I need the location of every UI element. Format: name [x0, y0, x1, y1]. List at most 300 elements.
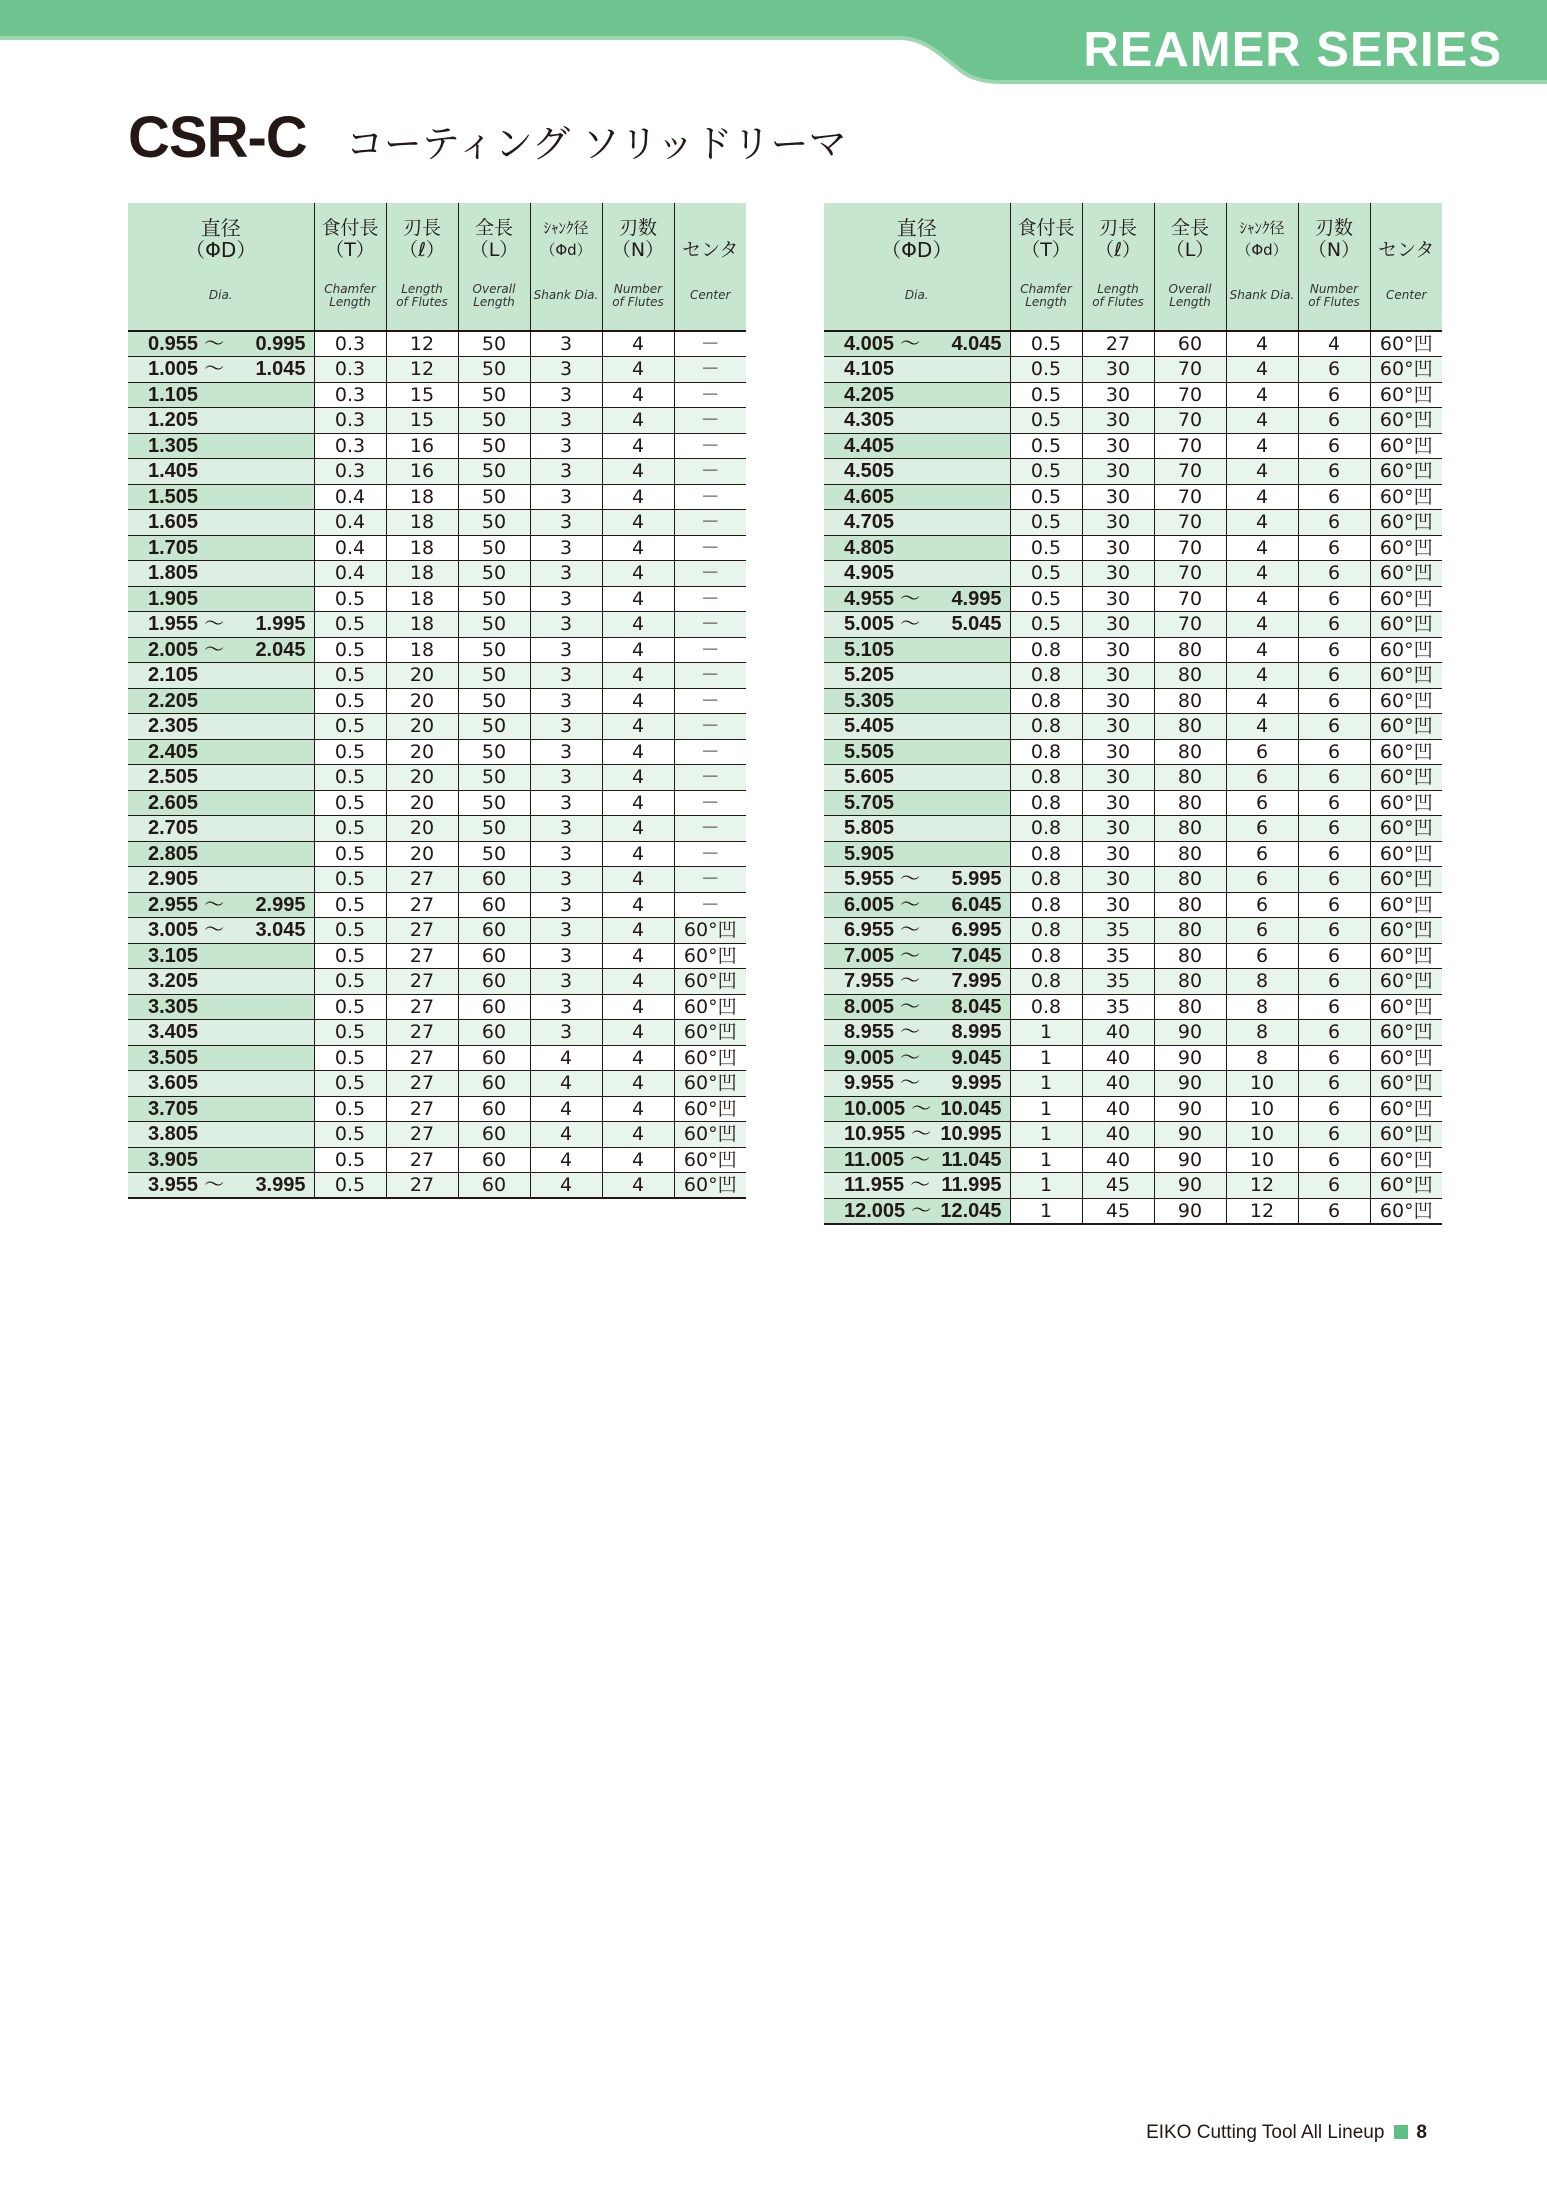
table-row: [824, 816, 1442, 842]
table-row: [128, 1122, 746, 1148]
flute-length-cell: 30: [1082, 790, 1154, 816]
table-row: [128, 382, 746, 408]
table-row: [824, 1045, 1442, 1071]
flute-count-cell: 4: [602, 561, 674, 587]
shank-dia-cell: 4: [1226, 408, 1298, 434]
diameter-cell: [128, 408, 314, 434]
flute-count-cell: 6: [1298, 459, 1370, 485]
center-cell: 60°凹: [1370, 1122, 1442, 1148]
shank-dia-cell: 3: [530, 484, 602, 510]
shank-dia-cell: 3: [530, 816, 602, 842]
flute-length-cell: 20: [386, 714, 458, 740]
center-cell: 60°凹: [1370, 943, 1442, 969]
column-name-ja: ｼｬﾝｸ径: [543, 219, 589, 237]
flute-length-cell: 20: [386, 841, 458, 867]
table-row: [824, 408, 1442, 434]
diameter-value: 1.205: [148, 409, 199, 432]
center-cell: 60°凹: [1370, 663, 1442, 689]
diameter-cell: [128, 1045, 314, 1071]
center-cell: 60°凹: [674, 1147, 746, 1173]
diameter-value: 4.405: [844, 434, 895, 457]
center-cell: 60°凹: [1370, 1173, 1442, 1199]
diameter-max-value: 4.995: [951, 587, 1002, 610]
diameter-cell: [824, 816, 1010, 842]
diameter-value: 11.005: [844, 1148, 905, 1171]
column-header-ja: [314, 203, 386, 261]
flute-count-cell: 4: [602, 408, 674, 434]
diameter-max-value: 9.995: [951, 1072, 1002, 1095]
shank-dia-cell: 3: [530, 612, 602, 638]
chamfer-length-cell: 0.5: [1010, 331, 1082, 357]
center-cell: 60°凹: [1370, 408, 1442, 434]
shank-dia-cell: 3: [530, 918, 602, 944]
shank-dia-cell: 4: [1226, 357, 1298, 383]
flute-length-cell: 18: [386, 612, 458, 638]
diameter-cell: [128, 816, 314, 842]
column-header-en: [824, 261, 1010, 331]
range-separator: ～: [900, 333, 921, 355]
shank-dia-cell: 10: [1226, 1122, 1298, 1148]
flute-length-cell: 18: [386, 484, 458, 510]
column-name-ja: 食付長: [1017, 217, 1075, 239]
table-row: [824, 1173, 1442, 1199]
diameter-cell: [824, 739, 1010, 765]
table-row: [824, 484, 1442, 510]
shank-dia-cell: 4: [1226, 331, 1298, 357]
center-cell: 60°凹: [1370, 994, 1442, 1020]
column-name-en: Length: [1169, 294, 1211, 309]
diameter-value: 4.805: [844, 536, 895, 559]
column-header-en: [386, 261, 458, 331]
table-row: [128, 535, 746, 561]
diameter-value: 2.605: [148, 791, 199, 814]
shank-dia-cell: 3: [530, 561, 602, 587]
shank-dia-cell: 8: [1226, 994, 1298, 1020]
spec-table-left: [128, 203, 746, 1199]
flute-length-cell: 30: [1082, 535, 1154, 561]
shank-dia-cell: 6: [1226, 867, 1298, 893]
column-name-ja: 刃数: [618, 217, 657, 239]
shank-dia-cell: 4: [530, 1173, 602, 1199]
column-name-ja: センタ: [682, 239, 739, 261]
diameter-value: 11.955: [844, 1174, 905, 1197]
table-row: [824, 739, 1442, 765]
diameter-value: 3.705: [148, 1097, 199, 1120]
chamfer-length-cell: 1: [1010, 1045, 1082, 1071]
center-cell: 60°凹: [674, 1045, 746, 1071]
overall-length-cell: 50: [458, 637, 530, 663]
diameter-value: 9.005: [844, 1046, 895, 1069]
flute-length-cell: 20: [386, 790, 458, 816]
product-name: コーティング ソリッドリーマ: [345, 122, 847, 166]
column-symbol: （Φd）: [1236, 241, 1288, 259]
column-header-ja: [530, 203, 602, 261]
center-cell: 60°凹: [1370, 331, 1442, 357]
flute-length-cell: 18: [386, 561, 458, 587]
flute-length-cell: 30: [1082, 484, 1154, 510]
diameter-value: 3.505: [148, 1046, 199, 1069]
column-name-ja: 刃数: [1314, 217, 1353, 239]
column-symbol: （N）: [611, 239, 665, 261]
diameter-cell: [824, 637, 1010, 663]
diameter-value: 1.005: [148, 358, 199, 381]
diameter-cell: [824, 357, 1010, 383]
shank-dia-cell: 4: [1226, 561, 1298, 587]
overall-length-cell: 50: [458, 561, 530, 587]
diameter-value: 4.205: [844, 383, 895, 406]
diameter-cell: [128, 841, 314, 867]
diameter-value: 2.805: [148, 842, 199, 865]
flute-length-cell: 35: [1082, 918, 1154, 944]
overall-length-cell: 70: [1154, 535, 1226, 561]
column-header-ja: [674, 203, 746, 261]
diameter-value: 5.905: [844, 842, 895, 865]
flute-length-cell: 20: [386, 688, 458, 714]
flute-length-cell: 27: [386, 943, 458, 969]
flute-count-cell: 6: [1298, 408, 1370, 434]
flute-count-cell: 4: [602, 1045, 674, 1071]
flute-length-cell: 27: [1082, 331, 1154, 357]
diameter-value: 1.805: [148, 562, 199, 585]
chamfer-length-cell: 0.3: [314, 433, 386, 459]
center-cell: 60°凹: [1370, 1045, 1442, 1071]
overall-length-cell: 80: [1154, 943, 1226, 969]
diameter-value: 7.005: [844, 944, 895, 967]
range-separator: ～: [900, 1072, 921, 1095]
diameter-cell: [824, 663, 1010, 689]
overall-length-cell: 50: [458, 714, 530, 740]
flute-count-cell: 4: [602, 663, 674, 689]
column-header-ja: [1226, 203, 1298, 261]
table-row: [824, 1122, 1442, 1148]
diameter-value: 4.005: [844, 333, 895, 355]
flute-length-cell: 35: [1082, 969, 1154, 995]
center-cell: －: [674, 841, 746, 867]
diameter-cell: [128, 943, 314, 969]
chamfer-length-cell: 0.5: [314, 816, 386, 842]
flute-count-cell: 4: [602, 714, 674, 740]
overall-length-cell: 80: [1154, 918, 1226, 944]
column-name-en: Center: [690, 288, 731, 302]
flute-count-cell: 4: [602, 867, 674, 893]
table-row: [128, 459, 746, 485]
range-separator: ～: [204, 1174, 225, 1196]
overall-length-cell: 50: [458, 357, 530, 383]
diameter-cell: [128, 765, 314, 791]
diameter-max-value: 2.995: [255, 893, 306, 916]
column-name-en: Number: [1309, 281, 1359, 296]
column-header-en: [1298, 261, 1370, 331]
table-row: [824, 663, 1442, 689]
shank-dia-cell: 3: [530, 637, 602, 663]
range-separator: ～: [900, 1021, 921, 1044]
chamfer-length-cell: 0.3: [314, 382, 386, 408]
table-body: [128, 331, 746, 1198]
center-cell: －: [674, 535, 746, 561]
flute-count-cell: 4: [602, 816, 674, 842]
shank-dia-cell: 3: [530, 510, 602, 536]
diameter-max-value: 6.045: [951, 893, 1002, 916]
overall-length-cell: 90: [1154, 1071, 1226, 1097]
column-name-ja: 刃長: [1098, 217, 1137, 239]
center-cell: －: [674, 790, 746, 816]
range-separator: ～: [204, 358, 225, 381]
diameter-cell: [128, 331, 314, 357]
header-row-ja: [824, 203, 1442, 261]
flute-length-cell: 20: [386, 816, 458, 842]
overall-length-cell: 70: [1154, 612, 1226, 638]
column-symbol: （ℓ）: [399, 239, 445, 261]
flute-length-cell: 12: [386, 357, 458, 383]
flute-length-cell: 45: [1082, 1173, 1154, 1199]
table-row: [824, 918, 1442, 944]
column-name-ja: 直径: [896, 216, 937, 240]
center-cell: 60°凹: [1370, 790, 1442, 816]
flute-count-cell: 6: [1298, 1147, 1370, 1173]
column-name-en: Shank Dia.: [533, 288, 599, 302]
flute-length-cell: 30: [1082, 816, 1154, 842]
diameter-cell: [128, 433, 314, 459]
center-cell: －: [674, 382, 746, 408]
diameter-cell: [128, 918, 314, 944]
diameter-cell: [128, 357, 314, 383]
center-cell: 60°凹: [1370, 382, 1442, 408]
chamfer-length-cell: 0.3: [314, 408, 386, 434]
overall-length-cell: 70: [1154, 586, 1226, 612]
flute-count-cell: 6: [1298, 867, 1370, 893]
center-cell: 60°凹: [1370, 892, 1442, 918]
table-row: [128, 1020, 746, 1046]
chamfer-length-cell: 0.5: [314, 969, 386, 995]
overall-length-cell: 80: [1154, 765, 1226, 791]
flute-length-cell: 30: [1082, 841, 1154, 867]
diameter-cell: [824, 765, 1010, 791]
flute-length-cell: 27: [386, 1071, 458, 1097]
chamfer-length-cell: 0.5: [1010, 382, 1082, 408]
diameter-max-value: 3.995: [255, 1174, 306, 1196]
center-cell: 60°凹: [674, 994, 746, 1020]
flute-length-cell: 45: [1082, 1198, 1154, 1224]
overall-length-cell: 60: [458, 918, 530, 944]
center-cell: －: [674, 612, 746, 638]
flute-count-cell: 4: [602, 1122, 674, 1148]
flute-length-cell: 15: [386, 382, 458, 408]
overall-length-cell: 50: [458, 816, 530, 842]
chamfer-length-cell: 0.5: [314, 663, 386, 689]
chamfer-length-cell: 0.5: [314, 739, 386, 765]
range-separator: ～: [900, 995, 921, 1018]
range-separator: ～: [900, 893, 921, 916]
chamfer-length-cell: 0.5: [314, 637, 386, 663]
diameter-value: 4.305: [844, 409, 895, 432]
overall-length-cell: 50: [458, 612, 530, 638]
center-cell: 60°凹: [674, 1071, 746, 1097]
diameter-value: 3.205: [148, 970, 199, 993]
flute-length-cell: 27: [386, 1020, 458, 1046]
overall-length-cell: 80: [1154, 714, 1226, 740]
footer-square-icon: [1394, 2125, 1408, 2139]
flute-length-cell: 30: [1082, 510, 1154, 536]
header-row-ja: [128, 203, 746, 261]
table-row: [128, 586, 746, 612]
center-cell: －: [674, 637, 746, 663]
diameter-cell: [824, 510, 1010, 536]
flute-length-cell: 12: [386, 331, 458, 357]
flute-length-cell: 27: [386, 969, 458, 995]
column-name-en: of Flutes: [612, 294, 664, 309]
flute-count-cell: 6: [1298, 510, 1370, 536]
center-cell: －: [674, 867, 746, 893]
overall-length-cell: 80: [1154, 663, 1226, 689]
table-header: [824, 203, 1442, 331]
chamfer-length-cell: 0.5: [1010, 408, 1082, 434]
flute-count-cell: 6: [1298, 765, 1370, 791]
diameter-value: 1.605: [148, 511, 199, 534]
chamfer-length-cell: 0.8: [1010, 663, 1082, 689]
center-cell: 60°凹: [1370, 433, 1442, 459]
column-name-en: Length: [1097, 281, 1139, 296]
flute-length-cell: 30: [1082, 612, 1154, 638]
overall-length-cell: 60: [458, 1096, 530, 1122]
diameter-cell: [128, 892, 314, 918]
range-separator: ～: [204, 919, 225, 942]
overall-length-cell: 80: [1154, 867, 1226, 893]
table-row: [824, 331, 1442, 357]
diameter-cell: [824, 1173, 1010, 1199]
chamfer-length-cell: 0.5: [314, 765, 386, 791]
diameter-cell: [128, 1020, 314, 1046]
flute-length-cell: 16: [386, 459, 458, 485]
shank-dia-cell: 3: [530, 892, 602, 918]
flute-length-cell: 30: [1082, 714, 1154, 740]
column-name-en: Number: [613, 281, 663, 296]
table-row: [824, 535, 1442, 561]
center-cell: 60°凹: [674, 1096, 746, 1122]
column-header-en: [1370, 261, 1442, 331]
shank-dia-cell: 4: [1226, 663, 1298, 689]
center-cell: 60°凹: [674, 943, 746, 969]
diameter-cell: [824, 535, 1010, 561]
range-separator: ～: [910, 1174, 931, 1197]
shank-dia-cell: 6: [1226, 816, 1298, 842]
overall-length-cell: 70: [1154, 382, 1226, 408]
column-name-en: Length: [1025, 294, 1067, 309]
table-row: [128, 688, 746, 714]
overall-length-cell: 50: [458, 586, 530, 612]
diameter-cell: [128, 739, 314, 765]
chamfer-length-cell: 0.8: [1010, 714, 1082, 740]
range-separator: ～: [911, 1097, 932, 1120]
center-cell: 60°凹: [1370, 918, 1442, 944]
table-row: [824, 586, 1442, 612]
shank-dia-cell: 3: [530, 382, 602, 408]
overall-length-cell: 50: [458, 765, 530, 791]
center-cell: 60°凹: [1370, 1071, 1442, 1097]
column-header-ja: [1154, 203, 1226, 261]
diameter-max-value: 6.995: [951, 919, 1002, 942]
page-number: 8: [1416, 2122, 1427, 2143]
column-header-en: [1154, 261, 1226, 331]
shank-dia-cell: 4: [1226, 637, 1298, 663]
flute-length-cell: 40: [1082, 1096, 1154, 1122]
shank-dia-cell: 10: [1226, 1096, 1298, 1122]
diameter-value: 2.005: [148, 638, 199, 661]
chamfer-length-cell: 0.8: [1010, 765, 1082, 791]
flute-count-cell: 4: [602, 969, 674, 995]
diameter-cell: [824, 561, 1010, 587]
overall-length-cell: 50: [458, 433, 530, 459]
chamfer-length-cell: 0.5: [1010, 357, 1082, 383]
overall-length-cell: 90: [1154, 1198, 1226, 1224]
flute-length-cell: 18: [386, 586, 458, 612]
table-row: [824, 459, 1442, 485]
overall-length-cell: 90: [1154, 1045, 1226, 1071]
column-name-en: Overall: [1168, 281, 1212, 296]
overall-length-cell: 50: [458, 408, 530, 434]
chamfer-length-cell: 0.5: [314, 1045, 386, 1071]
shank-dia-cell: 4: [1226, 612, 1298, 638]
flute-count-cell: 4: [602, 688, 674, 714]
diameter-value: 5.005: [844, 613, 895, 636]
diameter-value: 10.005: [844, 1097, 906, 1120]
shank-dia-cell: 6: [1226, 892, 1298, 918]
flute-length-cell: 40: [1082, 1020, 1154, 1046]
overall-length-cell: 60: [458, 867, 530, 893]
center-cell: －: [674, 586, 746, 612]
chamfer-length-cell: 0.5: [314, 892, 386, 918]
flute-count-cell: 6: [1298, 688, 1370, 714]
column-symbol: （L）: [469, 239, 519, 261]
diameter-max-value: 11.045: [941, 1148, 1002, 1171]
flute-count-cell: 6: [1298, 1173, 1370, 1199]
chamfer-length-cell: 1: [1010, 1147, 1082, 1173]
table-row: [824, 433, 1442, 459]
overall-length-cell: 60: [458, 1147, 530, 1173]
diameter-value: 7.955: [844, 970, 895, 993]
diameter-value: 5.955: [844, 868, 895, 891]
table-row: [128, 484, 746, 510]
flute-count-cell: 6: [1298, 841, 1370, 867]
chamfer-length-cell: 0.5: [314, 790, 386, 816]
column-header-ja: [1298, 203, 1370, 261]
diameter-cell: [128, 969, 314, 995]
column-header-ja: [458, 203, 530, 261]
table-row: [128, 969, 746, 995]
flute-count-cell: 4: [602, 1096, 674, 1122]
table-row: [824, 994, 1442, 1020]
shank-dia-cell: 4: [1226, 586, 1298, 612]
diameter-cell: [824, 943, 1010, 969]
center-cell: －: [674, 408, 746, 434]
shank-dia-cell: 3: [530, 1020, 602, 1046]
diameter-value: 2.955: [148, 893, 199, 916]
shank-dia-cell: 8: [1226, 969, 1298, 995]
diameter-value: 3.805: [148, 1123, 199, 1146]
flute-count-cell: 6: [1298, 433, 1370, 459]
chamfer-length-cell: 0.8: [1010, 637, 1082, 663]
column-header-ja: [386, 203, 458, 261]
diameter-value: 2.205: [148, 689, 199, 712]
diameter-cell: [128, 637, 314, 663]
overall-length-cell: 80: [1154, 816, 1226, 842]
overall-length-cell: 50: [458, 484, 530, 510]
diameter-cell: [128, 1122, 314, 1148]
diameter-value: 2.105: [148, 664, 199, 687]
flute-length-cell: 27: [386, 994, 458, 1020]
flute-count-cell: 6: [1298, 612, 1370, 638]
shank-dia-cell: 3: [530, 943, 602, 969]
column-name-ja: 全長: [1170, 217, 1209, 239]
